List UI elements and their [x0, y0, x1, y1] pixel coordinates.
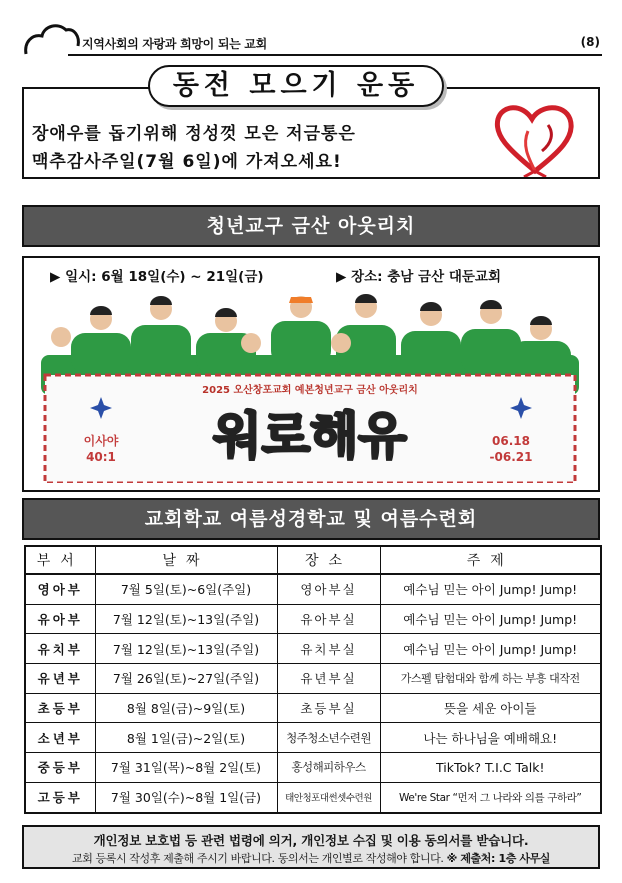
banner-left-text-2: 40:1 [86, 450, 116, 464]
date-cell: 7월 31일(목)~8월 2일(토) [95, 753, 277, 783]
theme-cell: 나는 하나님을 예배해요! [380, 723, 601, 753]
col-header-dept: 부서 [25, 546, 95, 574]
campaign-line-1: 장애우를 돕기위해 정성껏 모은 저금통은 [32, 124, 356, 144]
header-title: 지역사회의 자랑과 희망이 되는 교회 [82, 37, 267, 51]
vbs-section-bar: 교회학교 여름성경학교 및 여름수련회 [22, 498, 600, 540]
place-cell: 영아부실 [277, 574, 380, 604]
vbs-schedule-table [24, 545, 602, 814]
dept-cell: 고등부 [25, 782, 95, 812]
campaign-line-2: 맥추감사주일(7월 6일)에 가져오세요! [32, 152, 342, 172]
banner-slogan: 워로해유 [213, 407, 407, 465]
place-cell: 유년부실 [277, 664, 380, 694]
campaign-title: 동전 모으기 운동 [148, 65, 444, 107]
table-row [25, 574, 601, 604]
heart-ribbon-icon [488, 97, 583, 177]
place-cell: 홍성해피하우스 [277, 753, 380, 783]
table-row [25, 753, 601, 783]
notice-submit-place: ※ 제출처: 1층 사무실 [446, 852, 551, 865]
privacy-notice [22, 825, 600, 869]
date-cell: 8월 1일(금)~2일(토) [95, 723, 277, 753]
date-cell: 7월 12일(토)~13일(주일) [95, 604, 277, 634]
place-cell: 유아부실 [277, 604, 380, 634]
place-cell: 초등부실 [277, 693, 380, 723]
notice-line-2 [24, 850, 598, 866]
date-cell: 8월 8일(금)~9일(토) [95, 693, 277, 723]
table-row [25, 664, 601, 694]
notice-line-1: 개인정보 보호법 등 관련 법령에 의거, 개인정보 수집 및 이용 동의서를 받습니다. [93, 833, 529, 848]
dept-cell: 초등부 [25, 693, 95, 723]
theme-cell: TikTok? T.I.C Talk! [380, 753, 601, 783]
col-header-date: 날짜 [95, 546, 277, 574]
banner-left-text-1: 이사야 [83, 434, 119, 448]
table-row [25, 693, 601, 723]
place-cell: 청주청소년수련원 [277, 723, 380, 753]
table-row [25, 634, 601, 664]
banner [45, 375, 575, 483]
cloud-icon [22, 20, 82, 56]
dept-cell: 소년부 [25, 723, 95, 753]
dept-cell: 유치부 [25, 634, 95, 664]
header-rule [68, 54, 602, 56]
page-header [22, 20, 602, 56]
theme-cell: 가스펠 탐험대와 함께 하는 부흥 대작전 [380, 664, 601, 694]
date-cell: 7월 12일(토)~13일(주일) [95, 634, 277, 664]
theme-cell: We're Star “먼저 그 나라와 의를 구하라” [380, 782, 601, 812]
table-row [25, 723, 601, 753]
outing-place: ▶ 장소: 충남 금산 대둔교회 [336, 269, 501, 285]
dept-cell: 유년부 [25, 664, 95, 694]
table-row [25, 782, 601, 812]
date-cell: 7월 5일(토)~6일(주일) [95, 574, 277, 604]
table-row [25, 604, 601, 634]
group-photo [41, 285, 579, 483]
theme-cell: 예수님 믿는 아이 Jump! Jump! [380, 604, 601, 634]
banner-top-text: 2025 오산창포교회 예본청년교구 금산 아웃리치 [202, 385, 418, 396]
outing-date: ▶ 일시: 6월 18일(수) ~ 21일(금) [50, 269, 264, 285]
banner-right-text-1: 06.18 [492, 434, 530, 448]
date-cell: 7월 26일(토)~27일(주일) [95, 664, 277, 694]
place-cell: 유치부실 [277, 634, 380, 664]
col-header-place: 장소 [277, 546, 380, 574]
date-cell: 7월 30일(수)~8월 1일(금) [95, 782, 277, 812]
dept-cell: 유아부 [25, 604, 95, 634]
banner-right-text-2: -06.21 [489, 450, 533, 464]
theme-cell: 예수님 믿는 아이 Jump! Jump! [380, 634, 601, 664]
col-header-theme: 주제 [380, 546, 601, 574]
dept-cell: 중등부 [25, 753, 95, 783]
page-number: (8) [580, 35, 600, 49]
dept-cell: 영아부 [25, 574, 95, 604]
outing-section-bar: 청년교구 금산 아웃리치 [22, 205, 600, 247]
notice-line-2-text: 교회 등록시 작성후 제출해 주시기 바랍니다. 동의서는 개인별로 작성해야 합니다. [71, 852, 444, 865]
theme-cell: 뜻을 세운 아이들 [380, 693, 601, 723]
place-cell: 태안청포대썬셋수련원 [277, 782, 380, 812]
theme-cell: 예수님 믿는 아이 Jump! Jump! [380, 574, 601, 604]
outing-box [22, 256, 600, 492]
table-header-row [25, 546, 601, 574]
